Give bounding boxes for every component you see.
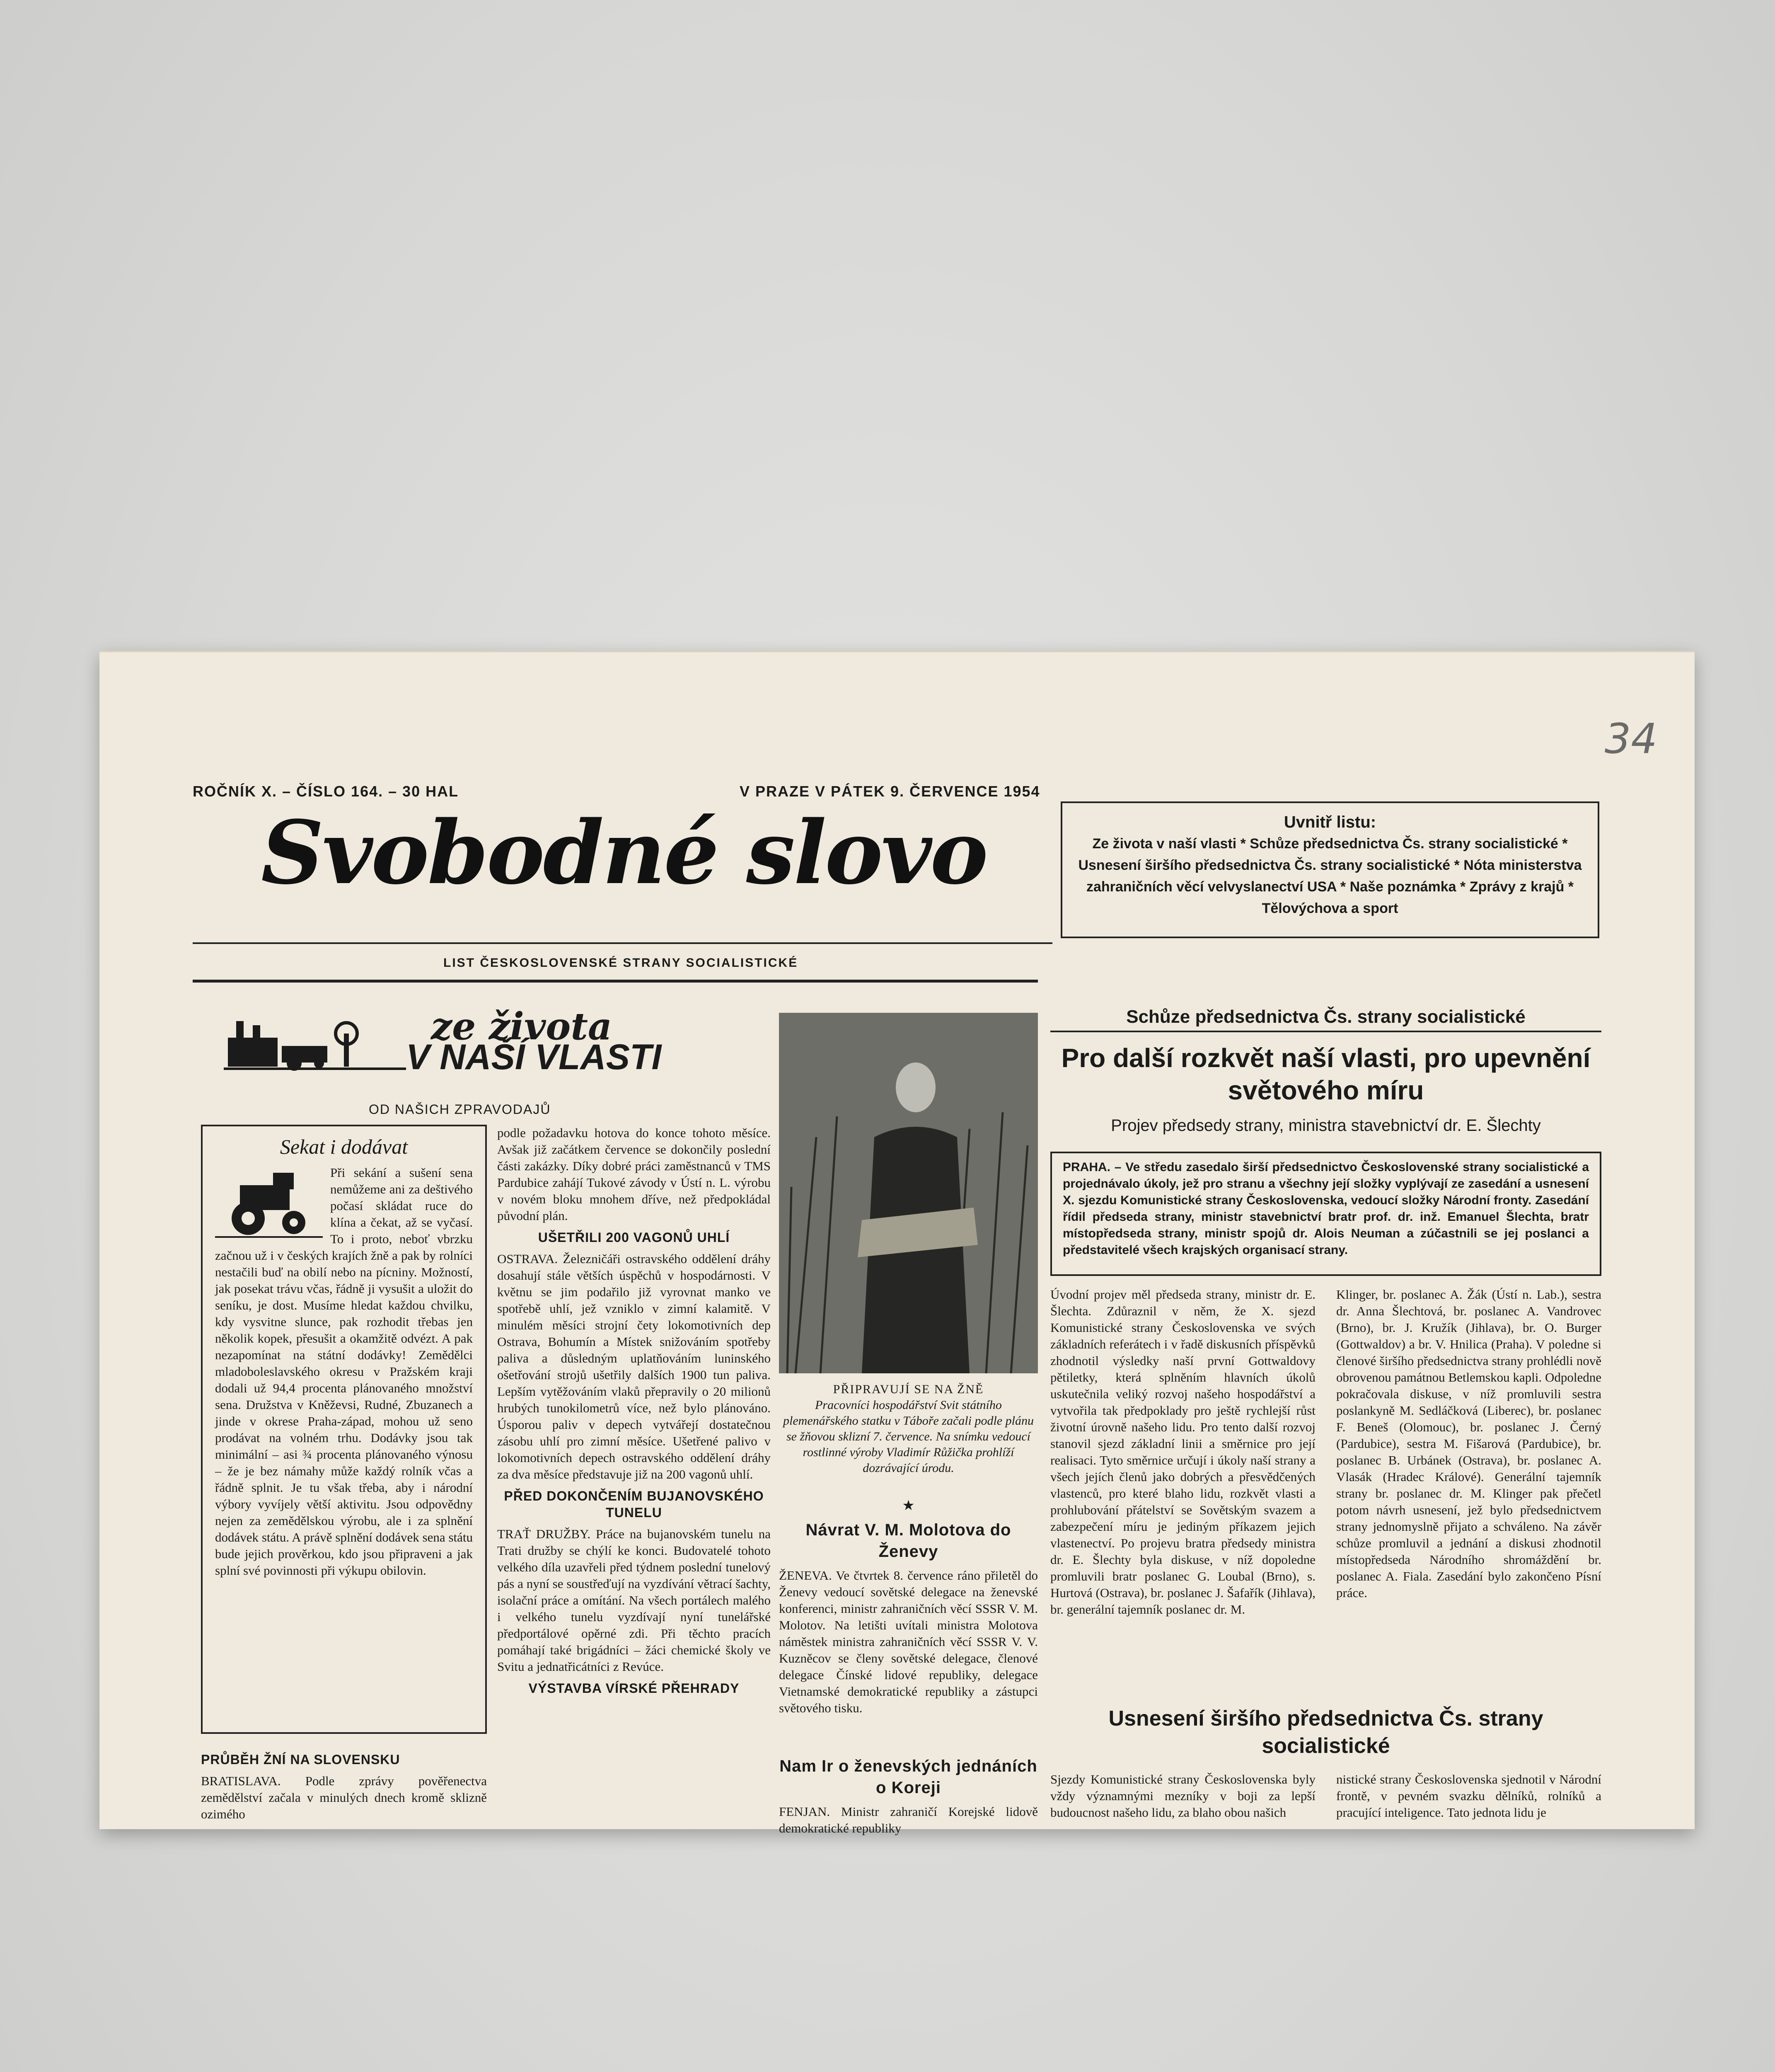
right-lead-box: PRAHA. – Ve středu zasedalo širší předsednictvo Československé strany socialistické a projednávalo úkoly, jež pro stranu a všechny její složky vyplývají ze zasedání a usnesení X. sjezdu Komunistické strany Československa, vedoucí složky Národní fronty. Zasedání řídil předseda strany, ministr stavebnictví bratr prof. dr. inž. Emanuel Šlechta, bratr místopředseda strany, ministr spojů dr. Alois Neuman a zúčastnili se jej poslanci a představitelé všech krajských organisací strany. [1050, 1152, 1601, 1276]
article-uhli-heading: UŠETŘILI 200 VAGONŮ UHLÍ [538, 1230, 730, 1245]
inside-title: Uvnitř listu: [1284, 813, 1376, 831]
right-deck: Projev předsedy strany, ministra stavebnictví dr. E. Šlechty [1111, 1116, 1541, 1135]
article-slovensko-text: BRATISLAVA. Podle zprávy pověřenectva zemědělství začala v minulých dnech kromě sklizně ozimého [201, 1774, 487, 1821]
date-line: V PRAZE V PÁTEK 9. ČERVENCE 1954 [740, 783, 1040, 800]
masthead: Svobodné slovo [261, 801, 987, 904]
column-2 [497, 1125, 771, 1829]
article-nam-ir-text: FENJAN. Ministr zahraničí Korejské lidově demokratické republiky [779, 1804, 1038, 1835]
handwritten-page-number: 34 [1604, 714, 1657, 763]
inside-list: Ze života v naší vlasti * Schůze předsednictva Čs. strany socialistické * Usnesení širšího předsednictva Čs. strany socialistické * Nóta ministerstva zahraničních věcí velvyslanectví USA * Naše poznámka * Zprávy z krajů * Tělovýchova a sport [1078, 836, 1582, 916]
masthead-rule-top [193, 942, 1052, 944]
section-title-line1: ze života [431, 1005, 612, 1048]
article-slovensko-heading: PRŮBĚH ŽNÍ NA SLOVENSKU [201, 1752, 400, 1767]
masthead-rule-bottom [193, 980, 1038, 983]
issue-info: ROČNÍK X. – ČÍSLO 164. – 30 HAL [193, 783, 459, 800]
usneseni-col-2: nistické strany Československa sjednotil v Národní frontě, v pevném svazku dělníků, rolníků a pracující inteligence. Tato jednota lidu je [1336, 1772, 1601, 1820]
star-icon: ★ [902, 1498, 915, 1513]
section-byline: OD NAŠICH ZPRAVODAJŮ [369, 1102, 551, 1117]
article-molotov-heading: Návrat V. M. Molotova do Ženevy [805, 1521, 1011, 1561]
harvest-photo [779, 1013, 1038, 1373]
usneseni-heading: Usnesení širšího předsednictva Čs. strany socialistické [1108, 1706, 1543, 1758]
article-nam-ir [779, 1750, 1038, 1835]
worker-in-wheat-image [779, 1013, 1038, 1373]
right-headline: Pro další rozkvět naší vlasti, pro upevnění světového míru [1061, 1043, 1591, 1105]
article-prehrada-heading: VÝSTAVBA VÍRSKÉ PŘEHRADY [528, 1681, 740, 1696]
right-col-2: Klinger, br. poslanec A. Žák (Ústí n. Lab.), sestra dr. Anna Šlechtová, br. poslanec A. Vandrovec (Brno), br. J. Kružík (Jihlava), br. O. Burger (Gottwaldov) a br. V. Hnilica (Praha). V poledne si členové širšího předsednictva strany prohlédli nově obrovenou památnou Betlemskou kapli. Odpoledne pokračovala diskuse, v níž promluvili sestra poslankyně M. Sedláčková (Liberec), br. poslanec F. Beneš (Olomouc), br. poslanec J. Černý (Pardubice), sestra M. Fišarová (Pardubice), br. poslanec B. Urbánek (Ostrava), br. poslanec A. Vlasák (Hradec Králové). Generální tajemník strany br. poslanec dr. M. Klinger pak přečetl potom návrh usnesení, jež bylo předsednictvem strany jednomyslně přijato a schváleno. Na závěr schůze promluvil a jednání a diskusi zhodnotil místopředseda Národního shromáždění br. poslanec A. Fiala. Zasedání bylo zakončeno Písní práce. [1336, 1287, 1601, 1600]
right-col-1: Úvodní projev měl předseda strany, ministr dr. E. Šlechta. Zdůraznil v něm, že X. sjezd Komunistické strany Československa ve svých základních referátech i v řadě diskusních příspěvků zhodnotil výsledky naší první Gottwaldovy pětiletky, která splněním hlavních úkolů uskutečnila veliký rozvoj našeho hospodářství a vytvořila tak předpoklady pro ještě rychlejší růst životní úrovně našeho lidu. Pro tento další rozvoj stanovil sjezd základní linii a směrnice pro její realisaci. Tyto směrnice určují i úkoly naší strany a všech jejích členů jako dobrých a přesvědčených vlastenců, pro které blaho lidu, rozkvět vlasti a prohlubování přátelství se Sovětským svazem a zabezpečení míru je jediným příkazem jejich vlastenectví. Po projevu bratra předsedy ministra dr. E. Šlechty byla diskuse, v níž dopoledne promluvili bratr poslanec G. Loubal (Brno), s. Hurtová (Ostrava), br. poslanec J. Šafařík (Jihlava), br. generální tajemník poslanec dr. M. [1050, 1287, 1316, 1617]
article-tunel-heading: PŘED DOKONČENÍM BUJANOVSKÉHO TUNELU [504, 1489, 764, 1520]
article-molotov [779, 1498, 1038, 1715]
article-uhli-text: OSTRAVA. Železničáři ostravského oddělení dráhy dosahují stále větších úspěchů v hospodárnosti. V květnu se jim podařilo již vyrovnat manko ve spotřebě uhlí, jež vzniklo v zimní kalamitě. V minulém měsíci strojní čety lokomotivních dep Ostrava, Bohumín a Místek snižováním spotřeby paliva a důsledným uplatňováním luninského ošetřování strojů ušetřily dalších 1900 tun paliva. Lepším vytěžováním vlaků přepravily o 20 milionů hrubých tunokilometrů více, než bylo plánováno. Úsporou paliv v depech vytvářejí dostatečnou zásobu uhlí pro zimní měsíce. Ušetřené palivo v lokomotivních depech ostravského oddělení dráhy za dva měsíce představuje již na 200 vagonů uhlí. [497, 1251, 771, 1481]
photo-caption [779, 1382, 1038, 1476]
article-sekat-title: Sekat i dodávat [280, 1135, 408, 1158]
masthead-subtitle: LIST ČESKOSLOVENSKÉ STRANY SOCIALISTICKÉ [443, 956, 798, 970]
article-sekat-text: Při sekání a sušení sena nemůžeme ani za deštivého počasí skládat ruce do klína a čekat, až se vyčasí. To i proto, neboť vbrzku začnou už i v českých krajích žně a pak by rolníci nestačili buď na obilí nebo na pícniny. Možností, jak posekat trávu včas, řádně ji vysušit a uložit do seníku, je dost. Musíme hledat každou chvilku, kdy vysvitne slunce, pak rozhodit třebas jen několik kopek, přesušit a okamžitě odvézt. A pak nezapomínat na státní dodávky! Zemědělci mladoboleslavského okresu v Pražském kraji dodali už 94,4 procenta plánovaného množství sena. Družstva v Kněževsi, Rudné, Zbuzanech a jinde v okrese Praha-západ, mohou už seno prodávat na volném trhu. Dodávky jsou tak minimální – asi ¾ procenta plánovaného výnosu – že je bez námahy může každý rolník včas a řádně splnit. Je tu však třeba, aby i národní výbory vyvíjely větší aktivitu. Jsou odpovědny nejen za zemědělskou výrobu, ale i za splnění dodávek státu. A právě splnění dodávek sena státu bude jejich prověrkou, kdo jsou připraveni a jak splní své povinnosti při výkupu obilovin. [215, 1165, 473, 1578]
article-tunel-text: TRAŤ DRUŽBY. Práce na bujanovském tunelu na Trati družby se chýlí ke konci. Budovatelé tohoto velkého díla uzavřeli před týdnem poslední tunelový pás a nyní se soustřeďují na vyzdívání větrací šachty, isolační práce a omítání. Na všech portálech malého i velkého tunelu vyzdívají nyní tunelářské předportálové opěrné zdi. Při těchto pracích pomáhají také brigádníci – žáci chemické školy ve Svitu a jednatřicátníci z Revúce. [497, 1527, 771, 1674]
section-title-line2: V NAŠÍ VLASTI [406, 1037, 662, 1077]
inside-contents-box [1061, 801, 1599, 938]
photo-caption-text: Pracovníci hospodářství Svit státního plemenářského statku v Táboře začali podle plánu se žňovou sklizní 7. července. Na snímku vedoucí rostlinné výroby Vladimír Růžička prohlíží dozrávající úrodu. [783, 1398, 1034, 1475]
right-kicker: Schůze předsednictva Čs. strany socialistické [1050, 1007, 1601, 1032]
article-nam-ir-heading: Nam Ir o ženevských jednáních o Koreji [779, 1757, 1037, 1797]
article-sekat-box [201, 1125, 487, 1734]
section-logo [224, 1005, 754, 1077]
article-molotov-text: ŽENEVA. Ve čtvrtek 8. července ráno přiletěl do Ženevy vedoucí sovětské delegace na ženevské konferenci, ministr zahraničních věcí SSSR V. M. Molotov. Na letišti uvítali ministra Molotova náměstek ministra zahraničních věcí SSSR V. V. Kuzněcov se členy sovětské delegace, členové delegace Čínské lidové republiky, delegace Vietnamské demokratické republiky a zástupci světového tisku. [779, 1568, 1038, 1715]
photo-caption-title: PŘIPRAVUJÍ SE NA ŽNĚ [833, 1382, 984, 1396]
article-slovensko [201, 1746, 487, 1829]
usneseni-col-1: Sjezdy Komunistické strany Československa byly vždy významnými mezníky v boji za lepší budoucnost našeho lidu, za blaho obou našich [1050, 1772, 1316, 1820]
article-tukove-text: podle požadavku hotova do konce tohoto měsíce. Avšak již začátkem července se dokončily poslední části zakázky. Díky dobré práci zaměstnanců v TMS Pardubice zahájí Tukové závody v Ústí n. L. výrobu v novém bloku mnohem dříve, než předpokládal původní plán. [497, 1126, 771, 1223]
tractor-icon [215, 1169, 323, 1239]
newspaper-page [99, 651, 1695, 1835]
factory-tractor-icon [224, 1017, 406, 1071]
